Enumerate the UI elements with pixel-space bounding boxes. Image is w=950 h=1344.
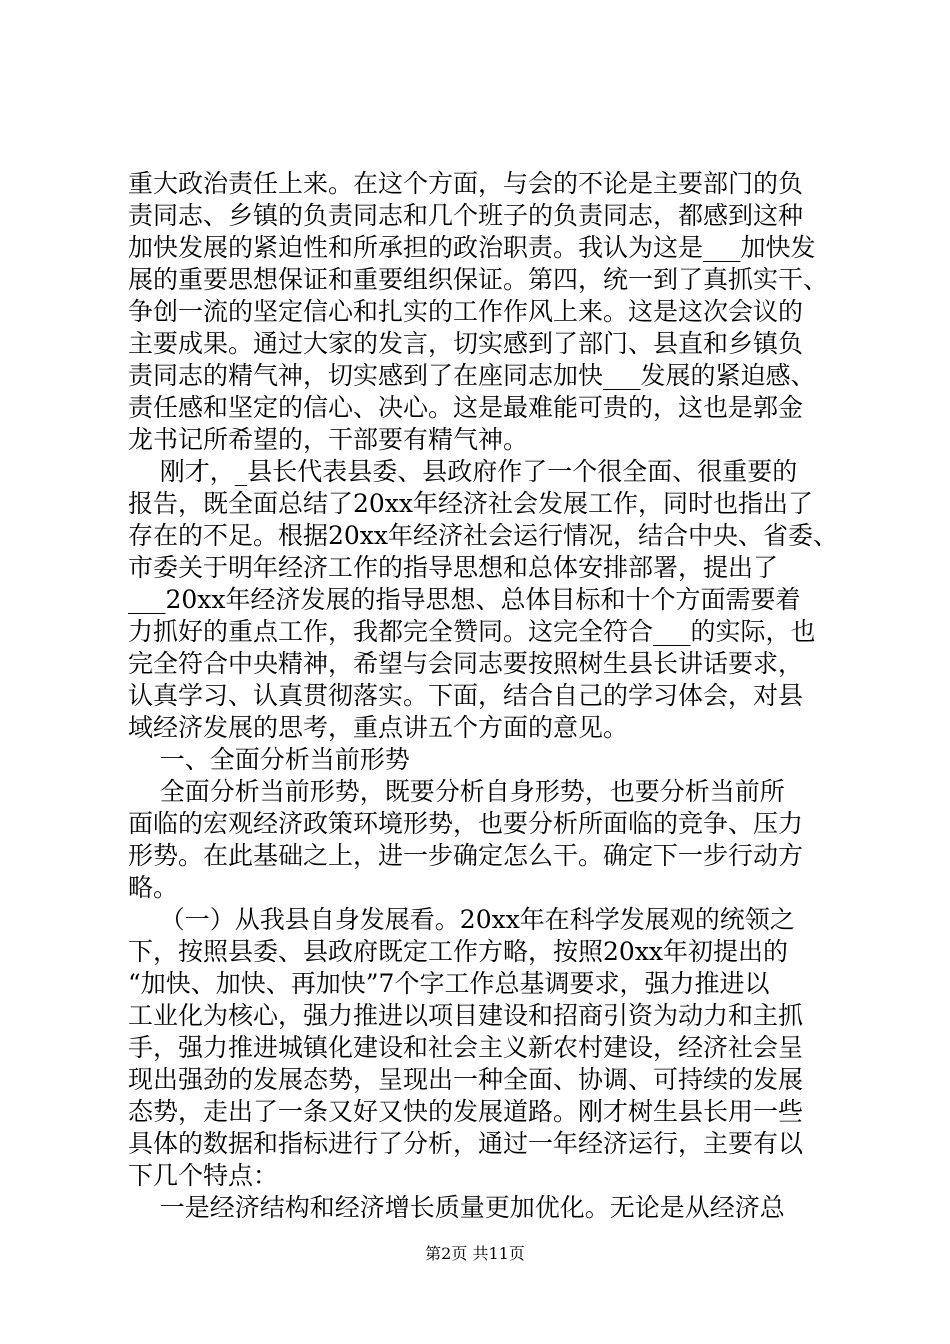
text-line: 加快发展的紧迫性和所承担的政治职责。我认为这是___加快发: [128, 233, 816, 262]
text-line: 展的重要思想保证和重要组织保证。第四，统一到了真抓实干、: [128, 265, 829, 294]
text-line: 力抓好的重点工作，我都完全赞同。这完全符合___的实际，也: [128, 617, 816, 646]
text-line: 面临的宏观经济政策环境形势，也要分析所面临的竞争、压力: [128, 809, 804, 838]
text-line: 下，按照县委、县政府既定工作方略，按照20xx年初提出的: [128, 937, 789, 966]
text-line: 现出强劲的发展态势，呈现出一种全面、协调、可持续的发展: [128, 1065, 804, 1094]
text-line: ___20xx年经济发展的指导思想、总体目标和十个方面需要着: [128, 585, 801, 614]
text-line: 刚才，_县长代表县委、县政府作了一个很全面、很重要的: [128, 457, 798, 486]
text-line: 域经济发展的思考，重点讲五个方面的意见。: [128, 713, 629, 742]
text-line: 一是经济结构和经济增长质量更加优化。无论是从经济总: [128, 1193, 785, 1222]
text-line: 责同志、乡镇的负责同志和几个班子的负责同志，都感到这种: [128, 201, 804, 230]
text-line: 略。: [128, 873, 179, 902]
text-line: 态势，走出了一条又好又快的发展道路。刚才树生县长用一些: [128, 1097, 804, 1126]
text-line: 重大政治责任上来。在这个方面，与会的不论是主要部门的负: [128, 169, 804, 198]
text-line: 龙书记所希望的，干部要有精气神。: [128, 425, 529, 454]
text-line: 存在的不足。根据20xx年经济社会运行情况，结合中央、省委、: [128, 521, 839, 550]
text-line: （一）从我县自身发展看。20xx年在科学发展观的统领之: [128, 905, 795, 934]
text-line: 市委关于明年经济工作的指导思想和总体安排部署，提出了: [128, 553, 779, 582]
text-line: 完全符合中央精神，希望与会同志要按照树生县长讲话要求，: [128, 649, 804, 678]
text-line: 具体的数据和指标进行了分析，通过一年经济运行，主要有以: [128, 1129, 804, 1158]
text-line: 认真学习、认真贯彻落实。下面，结合自己的学习体会，对县: [128, 681, 804, 710]
text-line: 形势。在此基础之上，进一步确定怎么干。确定下一步行动方: [128, 841, 804, 870]
text-line: 下几个特点：: [128, 1161, 279, 1190]
text-line: 全面分析当前形势，既要分析自身形势，也要分析当前所: [128, 777, 785, 806]
text-line: 责同志的精气神，切实感到了在座同志加快___发展的紧迫感、: [128, 361, 816, 390]
body-text: [128, 168, 838, 1224]
section-heading: 一、全面分析当前形势: [128, 745, 410, 774]
text-line: 责任感和坚定的信心、决心。这是最难能可贵的，这也是郭金: [128, 393, 804, 422]
page-footer: 第2页 共11页: [425, 1244, 525, 1263]
text-line: 报告，既全面总结了20xx年经济社会发展工作，同时也指出了: [128, 489, 814, 518]
text-line: “加快、加快、再加快”7个字工作总基调要求，强力推进以: [128, 969, 770, 998]
text-line: 主要成果。通过大家的发言，切实感到了部门、县直和乡镇负: [128, 329, 804, 358]
text-line: 争创一流的坚定信心和扎实的工作作风上来。这是这次会议的: [128, 297, 804, 326]
text-line: 工业化为核心，强力推进以项目建设和招商引资为动力和主抓: [128, 1001, 804, 1030]
text-line: 手，强力推进城镇化建设和社会主义新农村建设，经济社会呈: [128, 1033, 804, 1062]
